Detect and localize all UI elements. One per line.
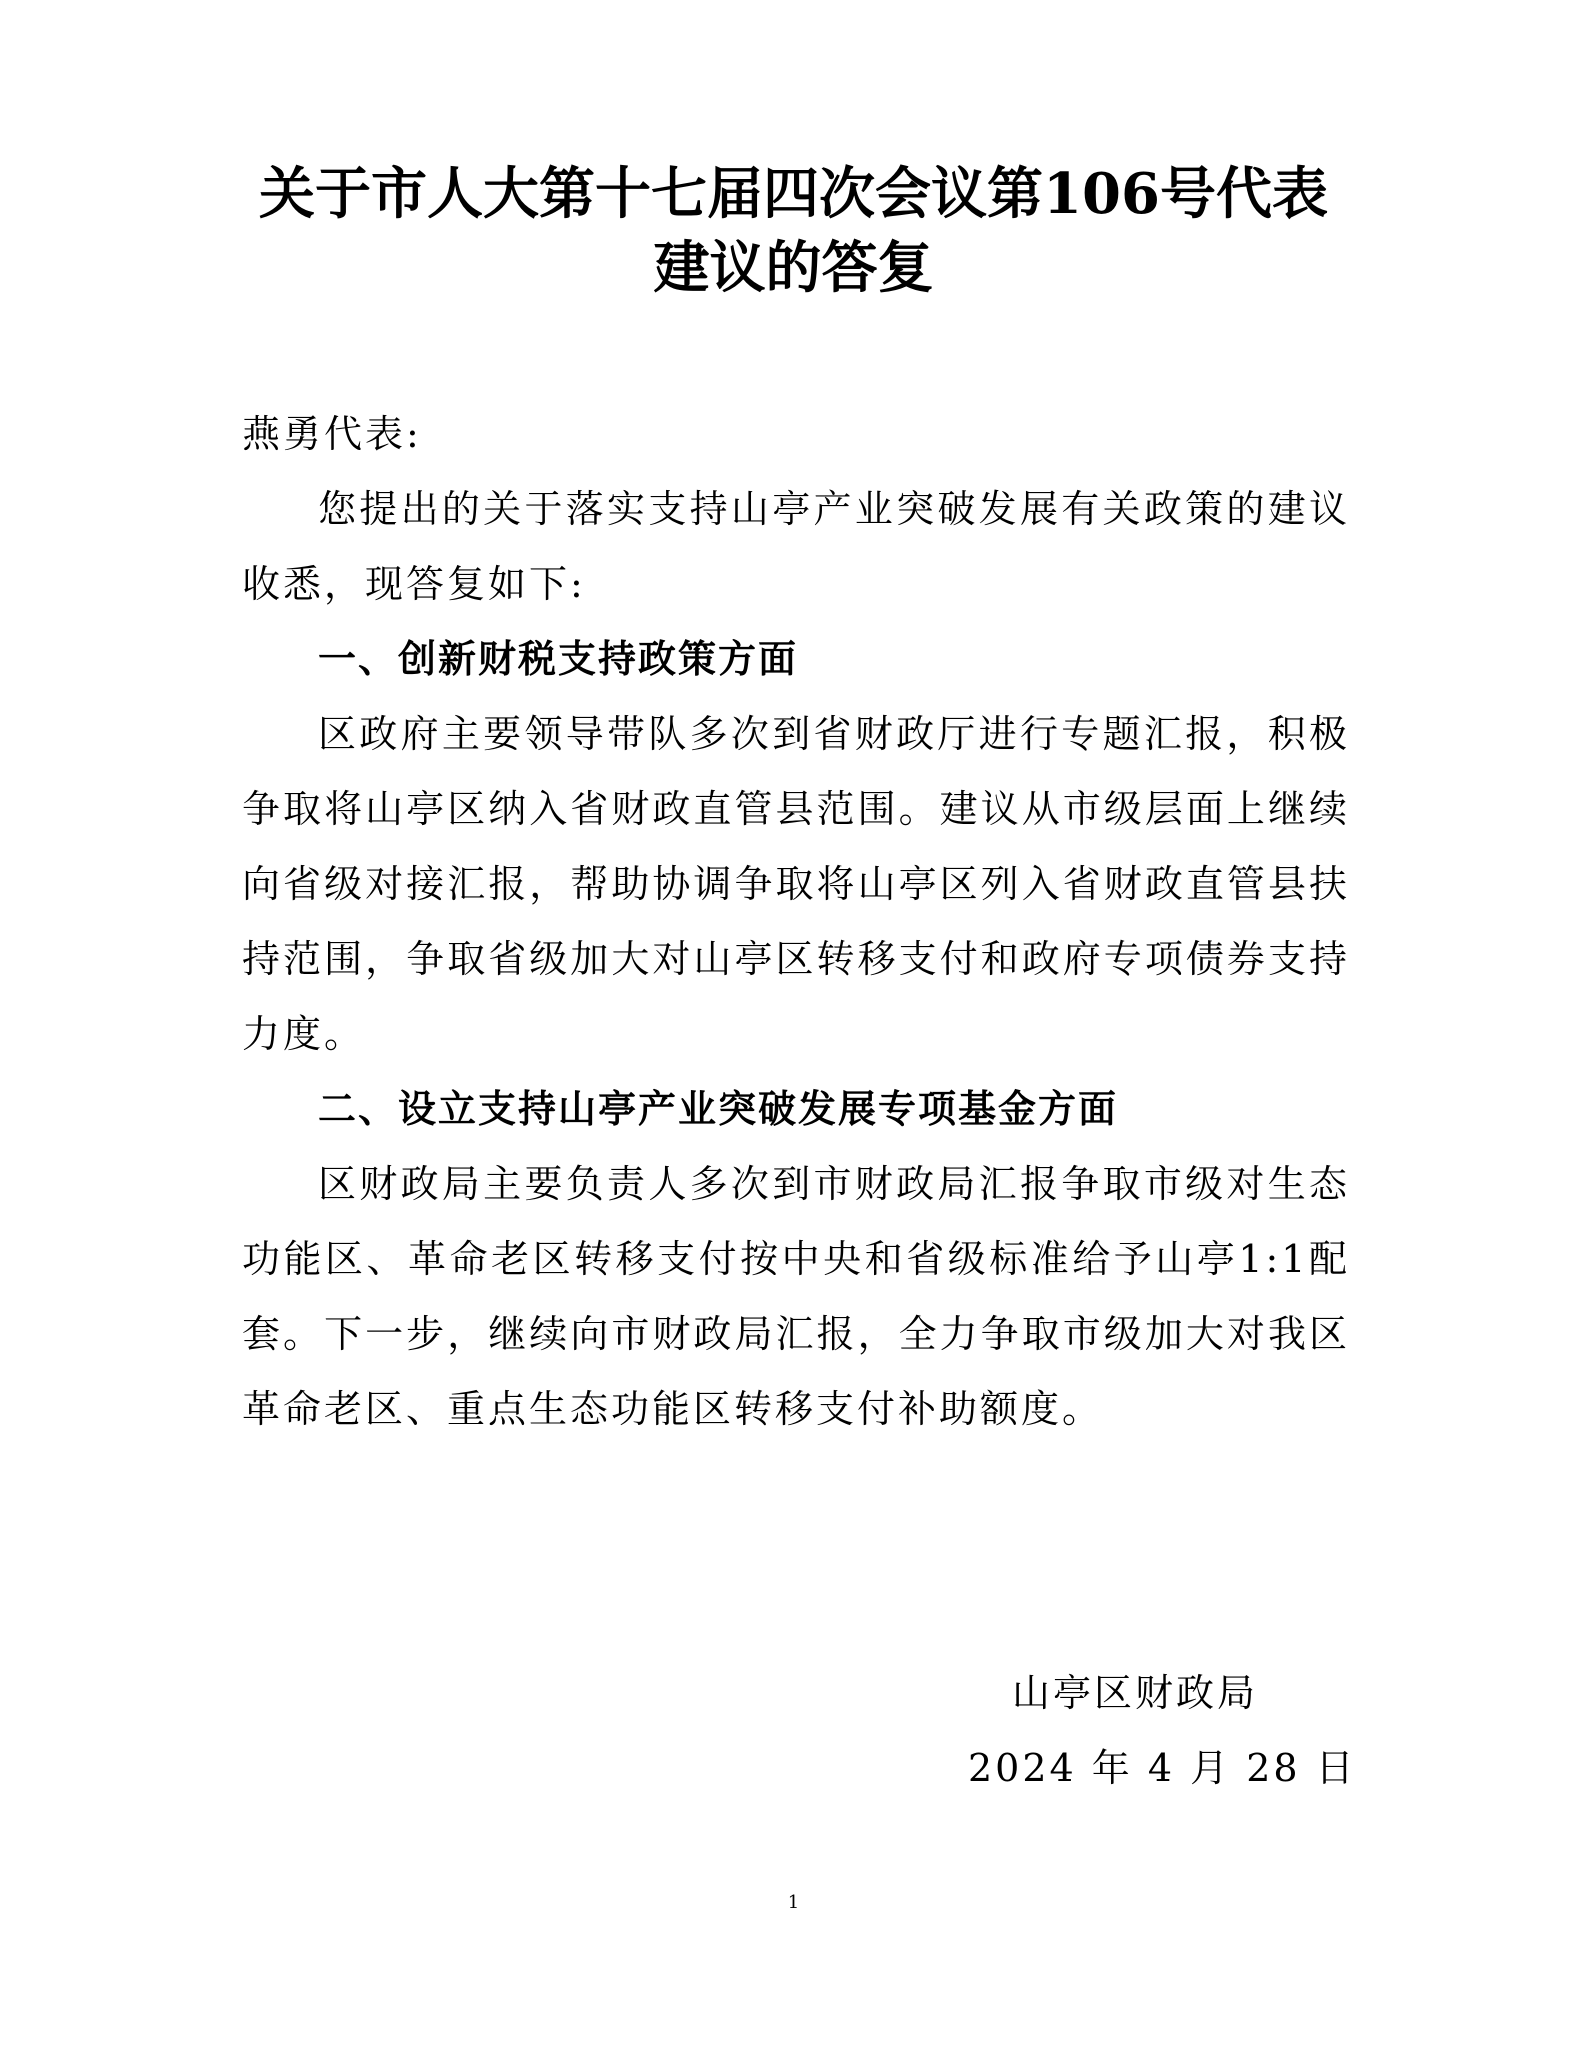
signature-organization: 山亭区财政局 <box>1012 1671 1259 1715</box>
document-title-line-2: 建议的答复 <box>653 235 934 301</box>
section-1-heading: 一、创新财税支持政策方面 <box>318 637 799 681</box>
signature-date: 2024 年 4 月 28 日 <box>968 1746 1357 1790</box>
salutation: 燕勇代表: <box>242 412 422 456</box>
section-1-paragraph: 区政府主要领导带队多次到省财政厅进行专题汇报，积极争取将山亭区纳入省财政直管县范围。建议从市级层面上继续向省级对接汇报，帮助协调争取将山亭区列入省财政直管县扶持范围，争取省级加大对山亭区转移支付和政府专项债券支持力度。 <box>242 712 1350 1056</box>
section-2-paragraph: 区财政局主要负责人多次到市财政局汇报争取市级对生态功能区、革命老区转移支付按中央和省级标准给予山亭1:1配套。下一步，继续向市财政局汇报，全力争取市级加大对我区革命老区、重点生态功能区转移支付补助额度。 <box>242 1162 1350 1431</box>
document-body <box>242 397 1350 1447</box>
document-title-line-1: 关于市人大第十七届四次会议第106号代表 <box>259 161 1328 227</box>
section-2-heading: 二、设立支持山亭产业突破发展专项基金方面 <box>318 1087 1119 1131</box>
intro-paragraph: 您提出的关于落实支持山亭产业突破发展有关政策的建议收悉，现答复如下: <box>242 487 1350 606</box>
page-number: 1 <box>787 1892 800 1913</box>
